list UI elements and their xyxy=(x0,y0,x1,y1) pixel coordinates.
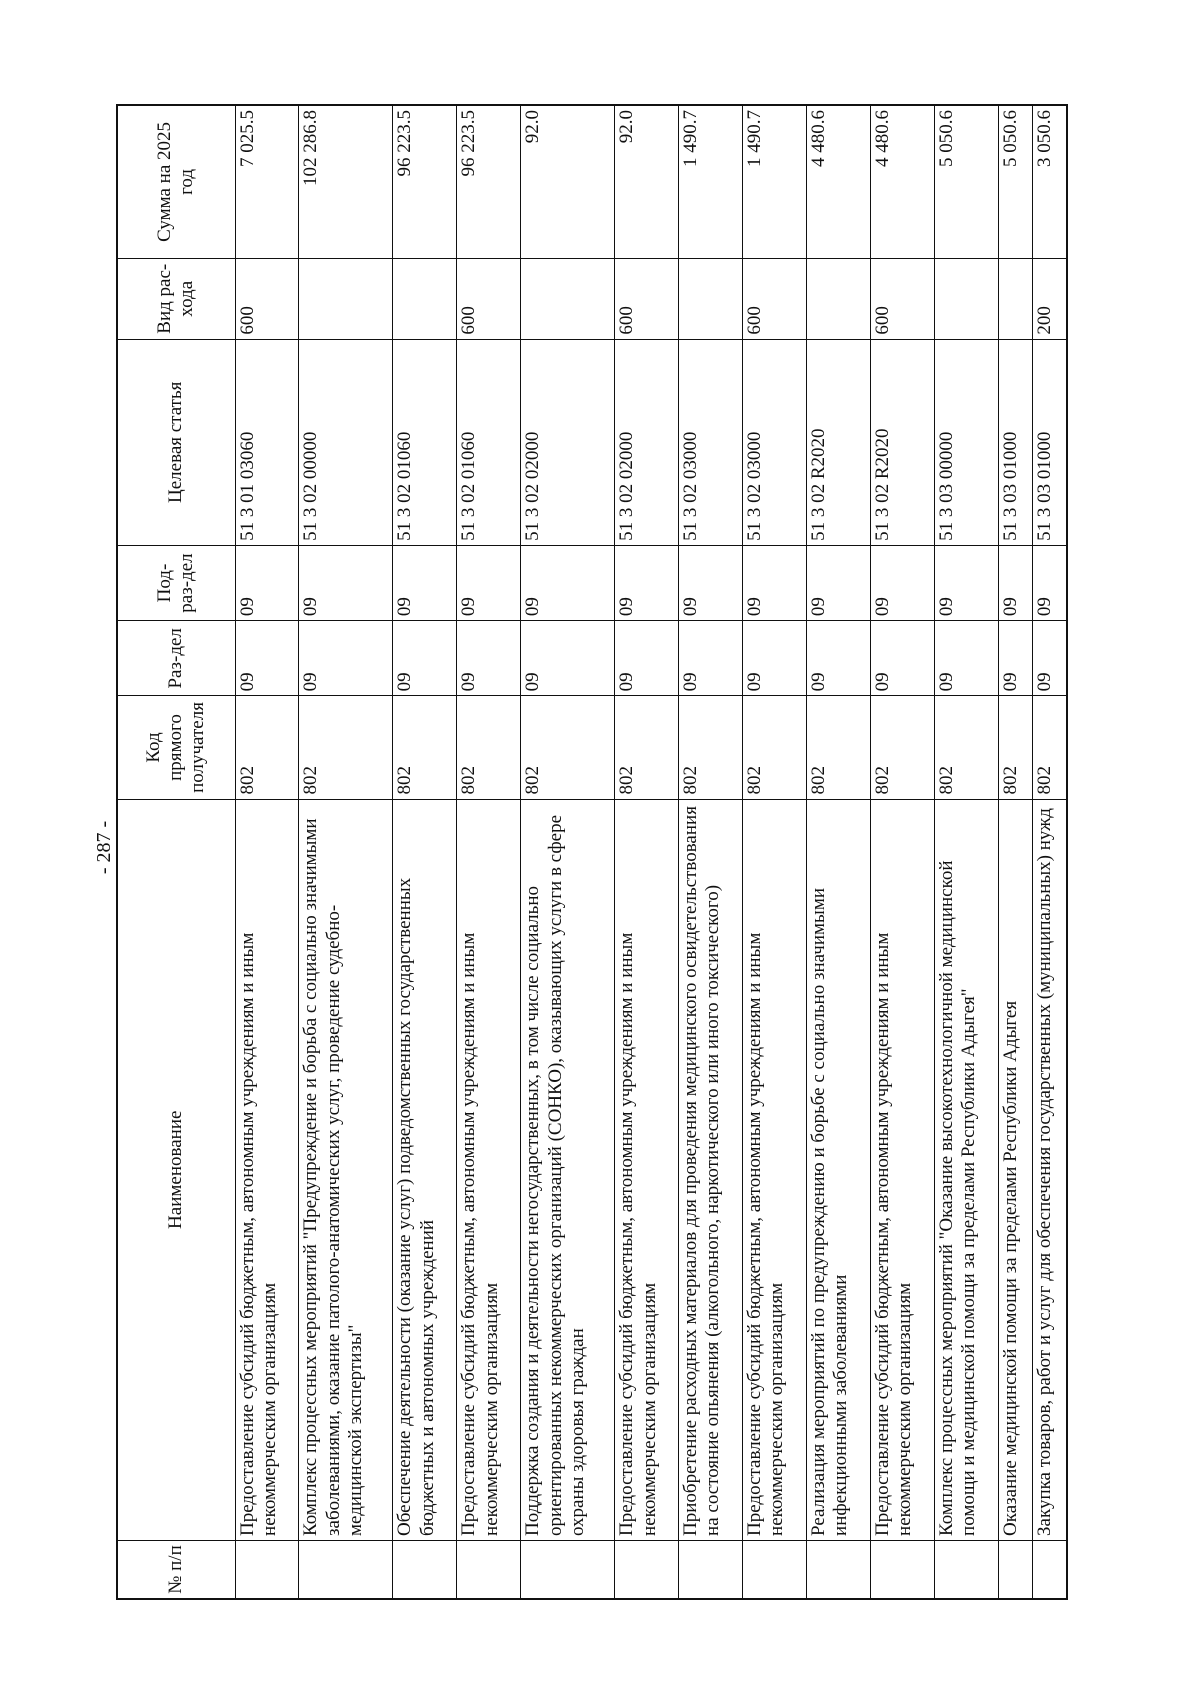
cell-sum: 5 050.6 xyxy=(934,105,998,258)
cell-expense: 600 xyxy=(743,258,807,339)
table-row xyxy=(521,105,615,1599)
cell-name: Закупка товаров, работ и услуг для обеспечения государственных (муниципальных) нужд xyxy=(1032,799,1067,1540)
cell-target: 51 3 02 R2020 xyxy=(806,339,870,545)
cell-recipient: 802 xyxy=(1032,696,1067,799)
header-subsection: Под-раз-дел xyxy=(117,545,235,620)
table-row xyxy=(806,105,870,1599)
cell-num xyxy=(235,1540,299,1599)
cell-section: 09 xyxy=(457,621,521,696)
cell-recipient: 802 xyxy=(615,696,679,799)
table-row xyxy=(1032,105,1067,1599)
cell-sum: 4 480.6 xyxy=(806,105,870,258)
cell-sum: 4 480.6 xyxy=(870,105,934,258)
budget-table xyxy=(116,104,1068,1600)
table-row xyxy=(870,105,934,1599)
table-row xyxy=(615,105,679,1599)
cell-recipient: 802 xyxy=(743,696,807,799)
cell-expense: 600 xyxy=(870,258,934,339)
cell-expense xyxy=(521,258,615,339)
table-row xyxy=(299,105,393,1599)
cell-section: 09 xyxy=(1032,621,1067,696)
table-body xyxy=(235,105,1067,1599)
cell-name: Обеспечение деятельности (оказание услуг) подведомственных государственных бюджетных и автономных учреждений xyxy=(393,799,457,1540)
cell-section: 09 xyxy=(521,621,615,696)
rotated-table-wrapper xyxy=(116,104,1068,1600)
cell-num xyxy=(743,1540,807,1599)
cell-subsection: 09 xyxy=(806,545,870,620)
cell-subsection: 09 xyxy=(393,545,457,620)
cell-expense: 200 xyxy=(1032,258,1067,339)
cell-expense xyxy=(679,258,743,339)
cell-recipient: 802 xyxy=(870,696,934,799)
cell-target: 51 3 03 00000 xyxy=(934,339,998,545)
cell-section: 09 xyxy=(679,621,743,696)
cell-section: 09 xyxy=(934,621,998,696)
cell-recipient: 802 xyxy=(806,696,870,799)
cell-target: 51 3 01 03060 xyxy=(235,339,299,545)
cell-sum: 1 490.7 xyxy=(743,105,807,258)
table-row xyxy=(457,105,521,1599)
cell-name: Предоставление субсидий бюджетным, автономным учреждениям и иным некоммерческим организациям xyxy=(743,799,807,1540)
cell-name: Предоставление субсидий бюджетным, автономным учреждениям и иным некоммерческим организациям xyxy=(235,799,299,1540)
cell-num xyxy=(998,1540,1032,1599)
cell-target: 51 3 03 01000 xyxy=(998,339,1032,545)
cell-recipient: 802 xyxy=(679,696,743,799)
cell-target: 51 3 02 02000 xyxy=(521,339,615,545)
cell-num xyxy=(1032,1540,1067,1599)
header-expense: Вид рас-хода xyxy=(117,258,235,339)
header-sum: Сумма на 2025 год xyxy=(117,105,235,258)
cell-recipient: 802 xyxy=(998,696,1032,799)
cell-expense xyxy=(998,258,1032,339)
cell-sum: 92.0 xyxy=(521,105,615,258)
cell-target: 51 3 02 01060 xyxy=(457,339,521,545)
table-row xyxy=(235,105,299,1599)
cell-num xyxy=(299,1540,393,1599)
cell-subsection: 09 xyxy=(1032,545,1067,620)
cell-subsection: 09 xyxy=(457,545,521,620)
cell-name: Реализация мероприятий по предупреждению и борьбе с социально значимыми инфекционными заболеваниями xyxy=(806,799,870,1540)
cell-section: 09 xyxy=(870,621,934,696)
cell-sum: 3 050.6 xyxy=(1032,105,1067,258)
cell-recipient: 802 xyxy=(934,696,998,799)
cell-target: 51 3 02 01060 xyxy=(393,339,457,545)
cell-num xyxy=(393,1540,457,1599)
table-row xyxy=(393,105,457,1599)
cell-recipient: 802 xyxy=(457,696,521,799)
cell-name: Предоставление субсидий бюджетным, автономным учреждениям и иным некоммерческим организациям xyxy=(615,799,679,1540)
cell-sum: 96 223.5 xyxy=(457,105,521,258)
cell-name: Комплекс процессных мероприятий "Оказание высокотехнологичной медицинской помощи и медицинской помощи за пределами Республики Адыгея" xyxy=(934,799,998,1540)
cell-recipient: 802 xyxy=(393,696,457,799)
cell-target: 51 3 02 03000 xyxy=(743,339,807,545)
header-recipient: Код прямого получателя xyxy=(117,696,235,799)
cell-section: 09 xyxy=(235,621,299,696)
cell-expense: 600 xyxy=(235,258,299,339)
cell-sum: 102 286.8 xyxy=(299,105,393,258)
cell-name: Комплекс процессных мероприятий "Предупреждение и борьба с социально значимыми заболеваниями, оказание патолого-анатомических услуг, проведение судебно-медицинской экспертизы" xyxy=(299,799,393,1540)
cell-subsection: 09 xyxy=(615,545,679,620)
cell-expense: 600 xyxy=(457,258,521,339)
table-row xyxy=(934,105,998,1599)
cell-name: Приобретение расходных материалов для проведения медицинского освидетельствования на состояние опьянения (алкогольного, наркотического или иного токсического) xyxy=(679,799,743,1540)
cell-section: 09 xyxy=(998,621,1032,696)
cell-section: 09 xyxy=(806,621,870,696)
cell-sum: 5 050.6 xyxy=(998,105,1032,258)
header-section: Раз-дел xyxy=(117,621,235,696)
cell-num xyxy=(521,1540,615,1599)
cell-num xyxy=(870,1540,934,1599)
cell-recipient: 802 xyxy=(521,696,615,799)
header-target: Целевая статья xyxy=(117,339,235,545)
cell-recipient: 802 xyxy=(299,696,393,799)
cell-target: 51 3 02 00000 xyxy=(299,339,393,545)
cell-subsection: 09 xyxy=(235,545,299,620)
cell-num xyxy=(679,1540,743,1599)
cell-expense xyxy=(299,258,393,339)
cell-subsection: 09 xyxy=(299,545,393,620)
cell-num xyxy=(934,1540,998,1599)
cell-target: 51 3 02 03000 xyxy=(679,339,743,545)
cell-subsection: 09 xyxy=(934,545,998,620)
cell-section: 09 xyxy=(393,621,457,696)
cell-num xyxy=(806,1540,870,1599)
cell-num xyxy=(457,1540,521,1599)
cell-sum: 96 223.5 xyxy=(393,105,457,258)
cell-subsection: 09 xyxy=(679,545,743,620)
cell-sum: 1 490.7 xyxy=(679,105,743,258)
cell-sum: 7 025.5 xyxy=(235,105,299,258)
table-row xyxy=(998,105,1032,1599)
cell-expense: 600 xyxy=(615,258,679,339)
cell-name: Предоставление субсидий бюджетным, автономным учреждениям и иным некоммерческим организациям xyxy=(870,799,934,1540)
cell-target: 51 3 02 02000 xyxy=(615,339,679,545)
cell-subsection: 09 xyxy=(743,545,807,620)
cell-expense xyxy=(806,258,870,339)
cell-target: 51 3 03 01000 xyxy=(1032,339,1067,545)
table-row xyxy=(679,105,743,1599)
cell-name: Поддержка создания и деятельности негосударственных, в том числе социально ориентированных некоммерческих организаций (СОНКО), оказывающих услуги в сфере охраны здоровья граждан xyxy=(521,799,615,1540)
cell-name: Оказание медицинской помощи за пределами Республики Адыгея xyxy=(998,799,1032,1540)
page-number: - 287 - xyxy=(93,820,116,875)
cell-sum: 92.0 xyxy=(615,105,679,258)
cell-expense xyxy=(934,258,998,339)
table-row xyxy=(743,105,807,1599)
cell-subsection: 09 xyxy=(870,545,934,620)
cell-section: 09 xyxy=(743,621,807,696)
cell-subsection: 09 xyxy=(998,545,1032,620)
cell-recipient: 802 xyxy=(235,696,299,799)
header-num: № п/п xyxy=(117,1540,235,1599)
cell-target: 51 3 02 R2020 xyxy=(870,339,934,545)
cell-num xyxy=(615,1540,679,1599)
cell-section: 09 xyxy=(299,621,393,696)
cell-expense xyxy=(393,258,457,339)
header-name: Наименование xyxy=(117,799,235,1540)
table-header-row xyxy=(117,105,235,1599)
cell-subsection: 09 xyxy=(521,545,615,620)
cell-section: 09 xyxy=(615,621,679,696)
cell-name: Предоставление субсидий бюджетным, автономным учреждениям и иным некоммерческим организациям xyxy=(457,799,521,1540)
